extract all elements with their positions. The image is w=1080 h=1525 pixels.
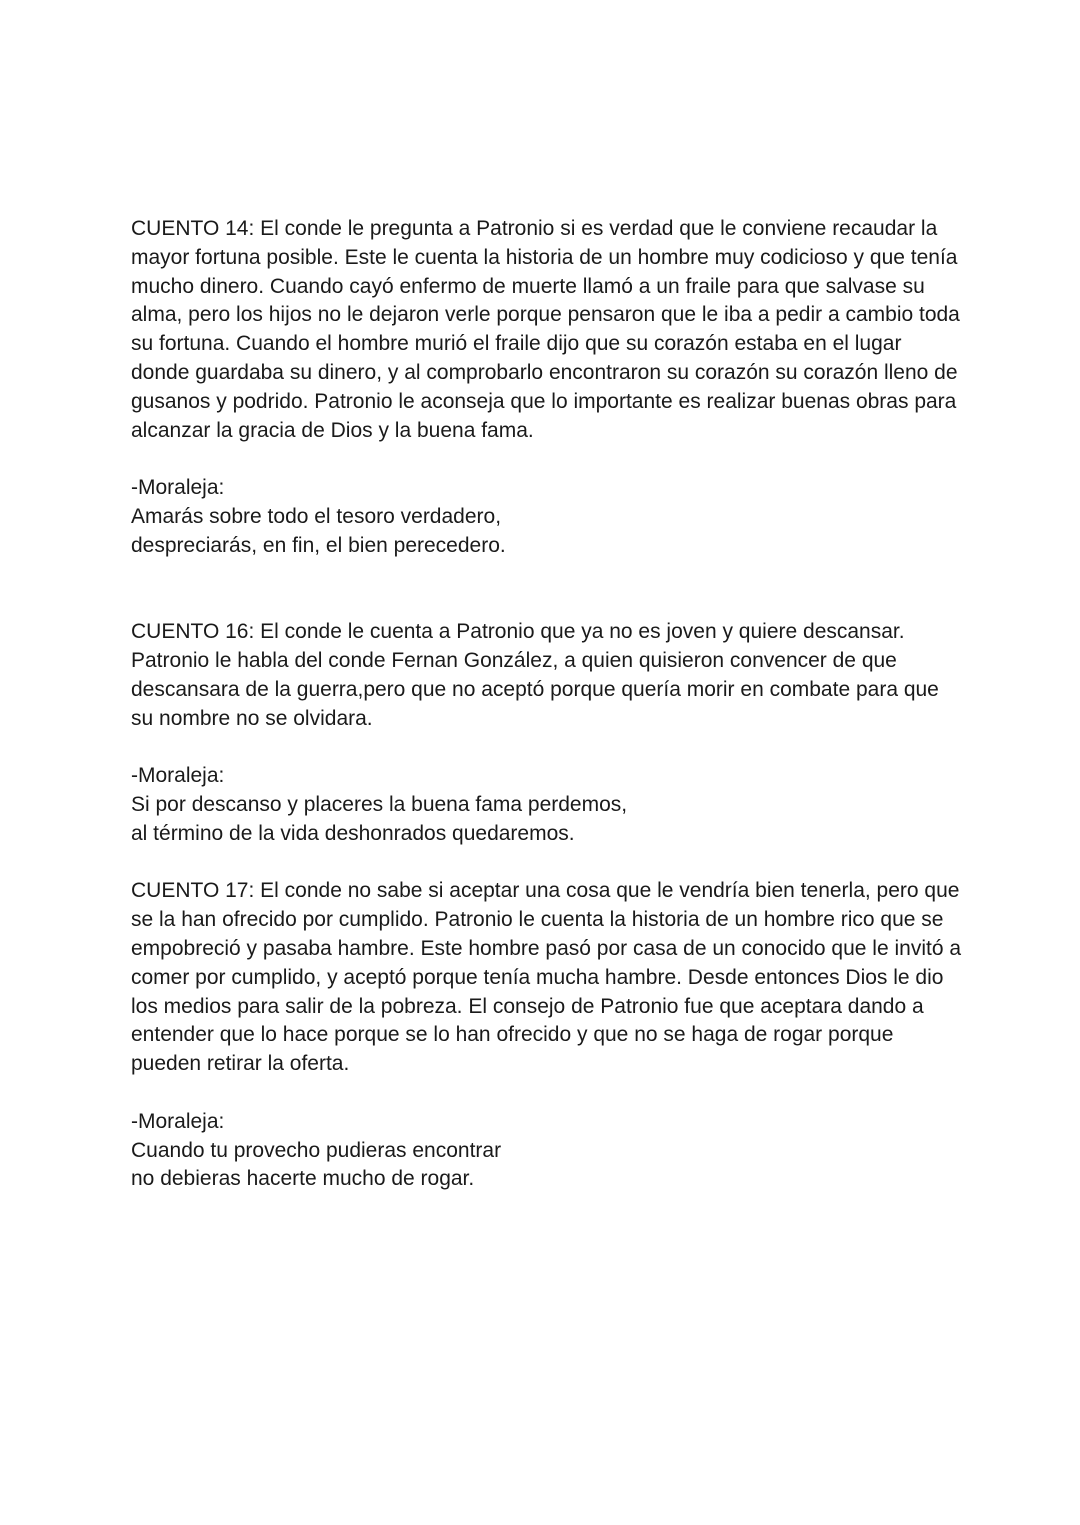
cuento-14-moral-heading: -Moraleja:: [131, 476, 225, 500]
cuento-16-moral-line-2: al término de la vida deshonrados quedaremos.: [131, 821, 575, 845]
cuento-16-moral-heading: -Moraleja:: [131, 764, 225, 788]
cuento-17-summary: CUENTO 17: El conde no sabe si aceptar una cosa que le vendría bien tenerla, pero que se la han ofrecido por cumplido. Patronio le cuenta la historia de un hombre rico que se empobreció y pasaba hambre. Este hombre pasó por casa de un conocido que le invitó a comer por cumplido, y aceptó porque tenía mucha hambre. Desde entonces Dios le dio los medios para salir de la pobreza. El consejo de Patronio fue que aceptara dando a entender que lo hace porque se lo han ofrecido y que no se haga de rogar porque pueden retirar la oferta.: [131, 879, 962, 1076]
cuento-16-summary: CUENTO 16: El conde le cuenta a Patronio que ya no es joven y quiere descansar. Patronio le habla del conde Fernan González, a quien quisieron convencer de que descansara de la guerra,pero que no aceptó porque quería morir en combate para que su nombre no se olvidara.: [131, 620, 939, 730]
cuento-16-moral-line-1: Si por descanso y placeres la buena fama perdemos,: [131, 792, 628, 816]
cuento-17-moral-line-2: no debieras hacerte mucho de rogar.: [131, 1167, 475, 1191]
cuento-14-moral-line-1: Amarás sobre todo el tesoro verdadero,: [131, 504, 502, 528]
cuento-14-moral-line-2: despreciarás, en fin, el bien perecedero.: [131, 533, 506, 557]
cuento-14-summary: CUENTO 14: El conde le pregunta a Patronio si es verdad que le conviene recaudar la mayor fortuna posible. Este le cuenta la historia de un hombre muy codicioso y que tenía mucho dinero. Cuando cayó enfermo de muerte llamó a un fraile para que salvase su alma, pero los hijos no le dejaron verle porque pensaron que le iba a pedir a cambio toda su fortuna. Cuando el hombre murió el fraile dijo que su corazón estaba en el lugar donde guardaba su dinero, y al comprobarlo encontraron su corazón su corazón lleno de gusanos y podrido. Patronio le aconseja que lo importante es realizar buenas obras para alcanzar la gracia de Dios y la buena fama.: [131, 217, 960, 442]
cuento-17-moral-line-1: Cuando tu provecho pudieras encontrar: [131, 1138, 502, 1162]
cuento-17-moral-heading: -Moraleja:: [131, 1109, 225, 1133]
document-body: [131, 215, 961, 1194]
